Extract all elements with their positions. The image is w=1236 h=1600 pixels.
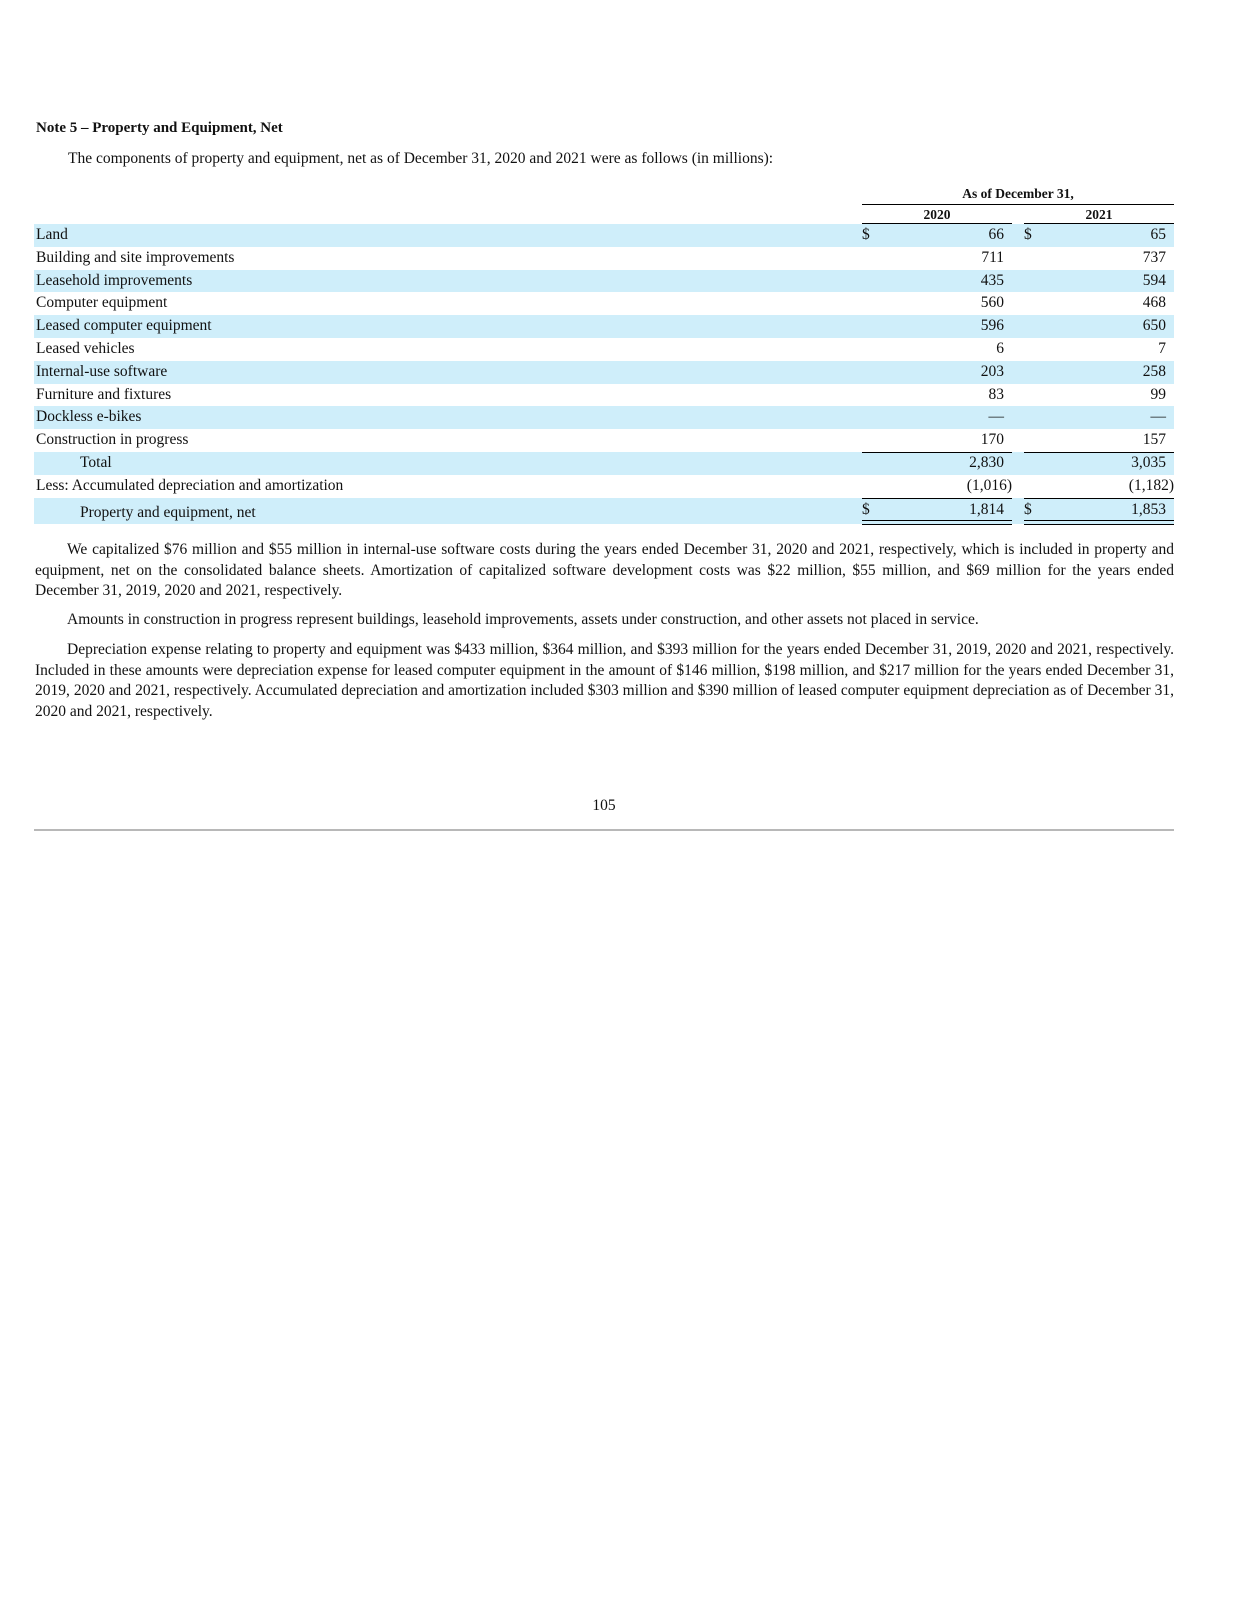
row-label: Construction in progress [36,431,189,449]
row-label: Computer equipment [36,294,168,312]
value-2021: 650 [1142,317,1166,335]
total-double-rule [862,520,1012,525]
table-row [34,270,1174,293]
currency-symbol: $ [1024,500,1032,518]
table-row [34,292,1174,315]
table-row [34,224,1174,247]
table-row [34,429,1174,452]
row-label: Land [36,226,68,243]
value-2020: 596 [980,317,1004,335]
value-2020: 203 [980,362,1004,380]
value-2021: 3,035 [1131,453,1166,471]
value-2020: 6 [996,339,1004,357]
table-body [34,224,1174,524]
value-2021: (1,182) [1128,476,1174,494]
value-2020: 2,830 [969,453,1004,471]
value-2020: 170 [980,431,1004,449]
column-header-2021: 2021 [1085,207,1113,222]
value-2021: 65 [1150,226,1166,243]
value-2020: (1,016) [966,476,1012,494]
value-2020: — [988,408,1004,426]
page-number: 105 [592,797,616,814]
column-header-2020: 2020 [923,207,951,222]
subtotal-rule [1024,452,1174,453]
table-row [34,247,1174,270]
note-title: Note 5 – Property and Equipment, Net [36,120,283,136]
value-2021: — [1150,408,1166,426]
value-2021: 258 [1142,362,1166,380]
row-label: Property and equipment, net [80,503,256,521]
paragraph-construction-in-progress: Amounts in construction in progress represent buildings, leasehold improvements, assets under construction, and other assets not placed in service. [67,611,979,628]
currency-symbol: $ [862,500,870,518]
column-group-header: As of December 31, [962,186,1074,201]
subtotal-rule [1024,498,1174,499]
row-label: Total [80,453,112,471]
value-2020: 435 [980,271,1004,289]
total-double-rule [1024,520,1174,525]
value-2021: 7 [1158,339,1166,357]
footer-rule [34,829,1174,831]
row-label: Dockless e-bikes [36,408,142,426]
paragraph-software-capitalization: We capitalized $76 million and $55 million in internal-use software costs during the years ended December 31, 2020 and 2021, respectively, which is included in property and equipment, net on the consolidated balance sheets. Amortization of capitalized software development costs was $22 million, $55 million, and $69 million for the years ended December 31, 2019, 2020 and 2021, respectively. [35,541,1174,599]
table-row [34,361,1174,384]
value-2021: 1,853 [1131,500,1166,518]
row-label: Leasehold improvements [36,271,193,289]
table-row [34,338,1174,361]
row-label: Less: Accumulated depreciation and amortization [36,476,344,494]
currency-symbol: $ [1024,226,1032,243]
row-label: Leased computer equipment [36,317,212,335]
value-2020: 1,814 [969,500,1004,518]
table-row-total [34,452,1174,475]
row-label: Building and site improvements [36,248,235,266]
subtotal-rule [862,452,1012,453]
value-2021: 468 [1142,294,1166,312]
value-2020: 66 [988,226,1004,243]
table-row [34,315,1174,338]
row-label: Leased vehicles [36,339,135,357]
row-label: Furniture and fixtures [36,385,172,403]
table-row [34,406,1174,429]
value-2020: 560 [980,294,1004,312]
table-row-accumulated-depreciation [34,475,1174,498]
value-2021: 157 [1142,431,1166,449]
value-2021: 99 [1150,385,1166,403]
value-2020: 711 [981,248,1004,266]
header-rule [862,204,1174,205]
currency-symbol: $ [862,226,870,243]
value-2021: 594 [1142,271,1166,289]
subtotal-rule [862,498,1012,499]
table-row [34,384,1174,407]
value-2021: 737 [1142,248,1166,266]
value-2020: 83 [988,385,1004,403]
paragraph-depreciation-expense: Depreciation expense relating to property and equipment was $433 million, $364 million, and $393 million for the years ended December 31, 2019, 2020 and 2021, respectively. Included in these amounts were depreciation expense for leased computer equipment in the amount of $146 million, $198 million, and $217 million for the years ended December 31, 2019, 2020 and 2021, respectively. Accumulated depreciation and amortization included $303 million and $390 million of leased computer equipment depreciation as of December 31, 2020 and 2021, respectively. [35,641,1174,720]
row-label: Internal-use software [36,362,168,380]
intro-text: The components of property and equipment, net as of December 31, 2020 and 2021 were as follows (in millions): [68,150,774,167]
